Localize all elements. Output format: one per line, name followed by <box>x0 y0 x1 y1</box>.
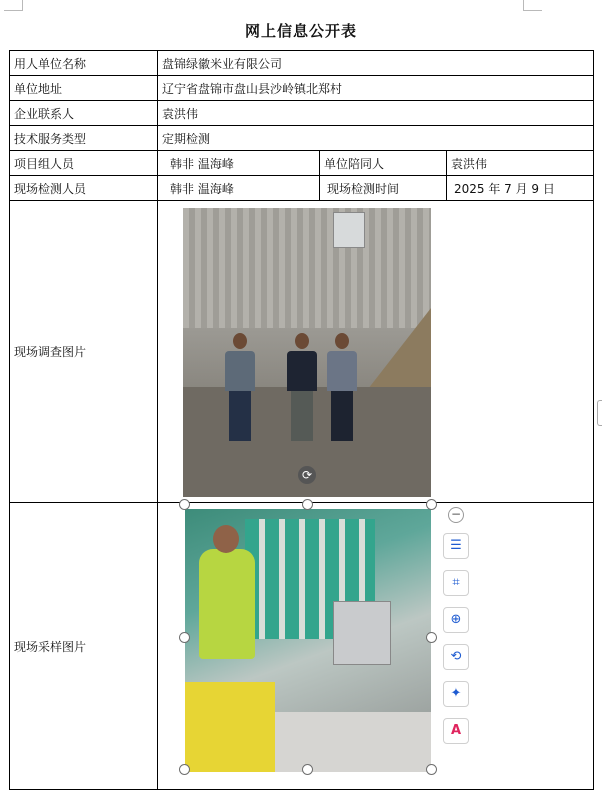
zoom-out-icon[interactable]: − <box>448 507 464 523</box>
team-label: 项目组人员 <box>10 151 158 176</box>
unit-name-label: 用人单位名称 <box>10 51 158 76</box>
resize-handle[interactable] <box>302 499 313 510</box>
sampling-photo-cell <box>158 503 594 790</box>
image-toolbar <box>443 533 469 755</box>
worker-head <box>213 525 239 553</box>
factory-floor <box>275 712 431 772</box>
survey-photo-label: 现场调查图片 <box>10 201 158 503</box>
rotate-handle-icon[interactable]: ⟳ <box>298 466 316 484</box>
contact-value[interactable]: 袁洪伟 <box>158 101 594 126</box>
adobe-icon[interactable]: A <box>443 718 469 744</box>
resize-handle[interactable] <box>179 764 190 775</box>
sampling-device <box>333 601 391 665</box>
rice-bags <box>185 682 275 772</box>
person <box>287 333 317 443</box>
table-row <box>10 503 594 790</box>
contact-label: 企业联系人 <box>10 101 158 126</box>
resize-handle[interactable] <box>426 764 437 775</box>
side-tab[interactable] <box>597 400 602 426</box>
table-row <box>10 76 594 101</box>
info-table <box>9 50 594 790</box>
team-value[interactable]: 韩非 温海峰 <box>158 151 320 176</box>
time-label: 现场检测时间 <box>320 176 447 201</box>
person <box>327 333 357 443</box>
zoom-in-icon[interactable]: ⊕ <box>443 607 469 633</box>
inspectors-label: 现场检测人员 <box>10 176 158 201</box>
service-type-label: 技术服务类型 <box>10 126 158 151</box>
page-corner-mark <box>523 0 542 11</box>
sampling-photo[interactable] <box>185 509 431 772</box>
survey-photo-cell <box>158 201 594 503</box>
time-value[interactable]: 2025 年 7 月 9 日 <box>447 176 594 201</box>
resize-handle[interactable] <box>179 632 190 643</box>
document-title: 网上信息公开表 <box>244 22 357 40</box>
table-row <box>10 201 594 503</box>
address-value[interactable]: 辽宁省盘锦市盘山县沙岭镇北郑村 <box>158 76 594 101</box>
resize-handle[interactable] <box>426 632 437 643</box>
table-row <box>10 101 594 126</box>
crop-icon[interactable]: ⌗ <box>443 570 469 596</box>
resize-handle[interactable] <box>179 499 190 510</box>
sampling-photo-label: 现场采样图片 <box>10 503 158 790</box>
address-label: 单位地址 <box>10 76 158 101</box>
ai-enhance-icon[interactable]: ✦ <box>443 681 469 707</box>
worker <box>199 549 255 659</box>
inspectors-value[interactable]: 韩非 温海峰 <box>158 176 320 201</box>
table-row <box>10 126 594 151</box>
table-row <box>10 151 594 176</box>
survey-photo[interactable] <box>183 208 431 497</box>
table-row <box>10 176 594 201</box>
page-corner-mark <box>4 0 23 11</box>
person <box>225 333 255 443</box>
table-row <box>10 51 594 76</box>
warehouse-wall <box>183 208 431 328</box>
rotate-icon[interactable]: ⟲ <box>443 644 469 670</box>
escort-label: 单位陪同人 <box>320 151 447 176</box>
resize-handle[interactable] <box>302 764 313 775</box>
escort-value[interactable]: 袁洪伟 <box>447 151 594 176</box>
wrap-text-icon[interactable]: ☰ <box>443 533 469 559</box>
resize-handle[interactable] <box>426 499 437 510</box>
window <box>333 212 365 248</box>
service-type-value[interactable]: 定期检测 <box>158 126 594 151</box>
unit-name-value[interactable]: 盘锦绿徽米业有限公司 <box>158 51 594 76</box>
